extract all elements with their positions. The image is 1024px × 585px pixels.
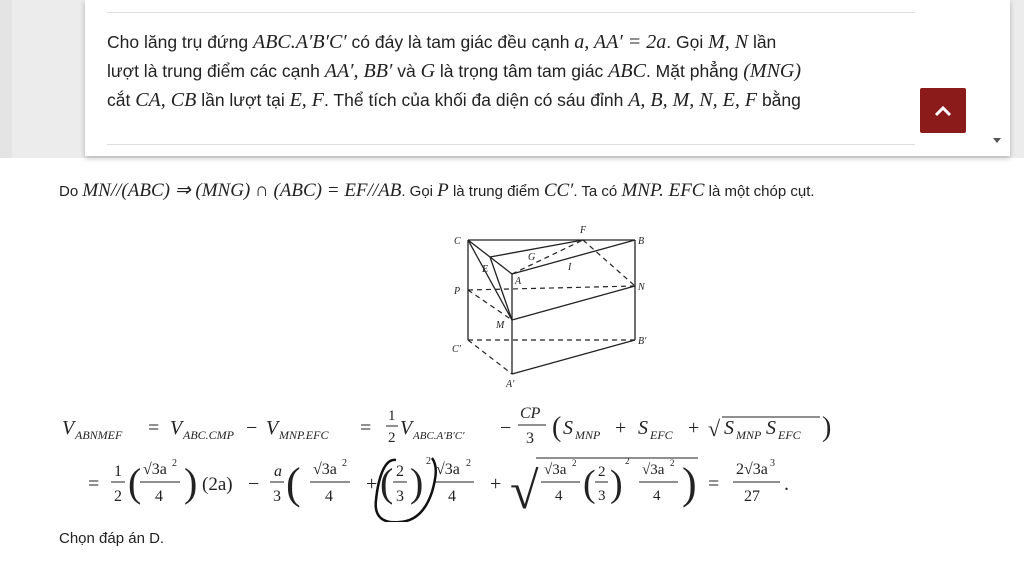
svg-text:2: 2 [114, 488, 122, 505]
svg-text:2: 2 [572, 458, 577, 468]
card-top-rule [107, 12, 915, 13]
svg-text:MNP.EFC: MNP.EFC [279, 428, 329, 442]
svg-text:√3a: √3a [436, 461, 460, 478]
svg-text:a: a [274, 463, 282, 480]
svg-text:2√3a: 2√3a [736, 461, 768, 478]
svg-text:3: 3 [273, 488, 281, 505]
question-text [107, 28, 907, 115]
question-text-part: bằng [757, 90, 801, 110]
prism-figure [440, 222, 660, 392]
svg-text:3: 3 [770, 458, 775, 469]
svg-text:=: = [88, 473, 100, 495]
svg-text:√3a: √3a [544, 462, 567, 478]
svg-text:V: V [266, 417, 279, 439]
svg-text:(: ( [286, 459, 301, 508]
svg-text:=: = [360, 417, 372, 439]
math-side: a, AA′ = 2a [574, 31, 667, 53]
svg-text:V: V [400, 417, 413, 439]
svg-text:2: 2 [598, 464, 606, 480]
svg-text:ABNMEF: ABNMEF [75, 428, 123, 442]
svg-text:MNP: MNP [575, 428, 601, 442]
svg-text:2: 2 [670, 458, 675, 468]
question-text-part: là trọng tâm tam giác [435, 61, 609, 81]
svg-text:S: S [563, 417, 573, 439]
svg-text:2: 2 [388, 430, 396, 446]
svg-text:(: ( [552, 412, 562, 443]
formula-line-2 [80, 452, 980, 522]
label-f: F [580, 225, 587, 236]
label-b-prime: B′ [638, 336, 647, 347]
svg-text:√3a: √3a [642, 462, 665, 478]
svg-text:): ) [410, 460, 424, 505]
question-text-part: . Gọi [666, 32, 709, 52]
svg-text:S: S [638, 417, 648, 439]
svg-text:V: V [170, 417, 183, 439]
svg-text:=: = [708, 473, 720, 495]
question-panel [0, 0, 1024, 158]
question-text-part: có đáy là tam giác đều cạnh [346, 32, 575, 52]
solution-math: CC′ [543, 180, 574, 201]
svg-text:(2a): (2a) [202, 474, 233, 495]
svg-text:EFC: EFC [778, 428, 801, 442]
svg-text:√3a: √3a [313, 461, 337, 478]
solution-text: Do [59, 183, 83, 200]
math-vertices: A, B, M, N, E, F [628, 89, 758, 111]
svg-text:+: + [366, 473, 378, 495]
solution-math: MN//(ABC) ⇒ (MNG) ∩ (ABC) = EF//AB [82, 180, 402, 201]
svg-text:+: + [688, 417, 700, 439]
scroll-to-top-button[interactable] [920, 88, 966, 133]
svg-text:(: ( [380, 460, 394, 505]
svg-text:27: 27 [744, 488, 760, 505]
svg-text:2: 2 [466, 458, 471, 469]
label-b: B [638, 236, 645, 247]
math-abc: ABC [608, 60, 646, 82]
svg-text:.: . [784, 473, 789, 495]
math-edges: AA′, BB′ [324, 60, 393, 82]
svg-text:2: 2 [396, 463, 404, 480]
svg-text:√: √ [510, 463, 539, 520]
label-i: I [568, 262, 572, 273]
svg-text:V: V [62, 417, 75, 439]
chevron-up-icon [934, 105, 952, 117]
solution-text: là trung điểm [448, 183, 544, 200]
svg-text:−: − [248, 473, 260, 495]
svg-text:1: 1 [114, 463, 122, 480]
label-a: A [515, 276, 522, 287]
label-e: E [482, 264, 489, 275]
question-text-part: và [392, 61, 421, 81]
svg-text:3: 3 [598, 488, 606, 504]
svg-text:2: 2 [426, 456, 431, 467]
solution-math: P [437, 180, 449, 201]
svg-text:=: = [148, 417, 160, 439]
label-g: G [528, 252, 536, 263]
question-card [85, 0, 1010, 156]
label-m: M [496, 320, 505, 331]
solution-line [59, 176, 979, 207]
math-ca-cb: CA, CB [135, 89, 197, 111]
answer-text: Chọn đáp án D. [59, 530, 165, 547]
svg-text:CP: CP [520, 405, 541, 422]
label-a-prime: A′ [506, 379, 515, 390]
svg-text:+: + [490, 473, 502, 495]
question-text-part: . Thể tích của khối đa diện có sáu đỉnh [324, 90, 629, 110]
svg-text:4: 4 [155, 488, 163, 505]
math-ef: E, F [289, 89, 325, 111]
solution-text: . Gọi [401, 183, 438, 200]
math-mn: M, N [708, 31, 749, 53]
svg-text:S: S [766, 417, 776, 439]
svg-text:−: − [246, 417, 258, 439]
svg-text:3: 3 [396, 488, 404, 505]
svg-text:(: ( [128, 460, 142, 505]
svg-text:EFC: EFC [650, 428, 673, 442]
svg-text:): ) [610, 463, 623, 505]
label-c: C [454, 236, 461, 247]
label-p: P [454, 286, 461, 297]
math-prism: ABC.A′B′C′ [252, 31, 347, 53]
math-g: G [420, 60, 436, 82]
card-bottom-rule [107, 144, 915, 145]
svg-text:+: + [615, 417, 627, 439]
label-c-prime: C′ [452, 344, 461, 355]
panel-shade [0, 0, 12, 158]
svg-text:MNP: MNP [736, 428, 762, 442]
svg-text:√: √ [708, 416, 721, 441]
svg-text:(: ( [583, 463, 596, 505]
math-mng: (MNG) [743, 60, 802, 82]
solution-text: là một chóp cụt. [704, 183, 815, 200]
svg-text:4: 4 [325, 488, 333, 505]
svg-text:4: 4 [448, 488, 456, 505]
svg-text:4: 4 [653, 488, 661, 504]
svg-text:3: 3 [526, 430, 534, 447]
formula-line-1 [60, 398, 960, 458]
svg-text:−: − [500, 417, 512, 439]
svg-text:4: 4 [555, 488, 563, 504]
svg-text:): ) [184, 460, 198, 505]
svg-text:2: 2 [625, 456, 630, 466]
svg-text:1: 1 [388, 408, 396, 424]
question-text-part: lượt là trung điểm các cạnh [107, 61, 325, 81]
solution-text: . Ta có [573, 183, 622, 200]
question-text-part: lần [748, 32, 777, 52]
question-text-part: lần lượt tại [196, 90, 290, 110]
question-text-part: . Mặt phẳng [645, 61, 744, 81]
svg-text:S: S [724, 417, 734, 439]
solution-math: MNP. EFC [621, 180, 705, 201]
svg-text:): ) [822, 412, 832, 443]
svg-text:2: 2 [172, 458, 177, 469]
svg-text:2: 2 [342, 458, 347, 469]
svg-text:ABC.CMP: ABC.CMP [183, 428, 234, 442]
question-text-part: Cho lăng trụ đứng [107, 32, 253, 52]
svg-text:√3a: √3a [143, 461, 167, 478]
scrollbar-down-arrow[interactable] [993, 138, 1001, 143]
svg-text:): ) [682, 459, 697, 508]
label-n: N [638, 282, 645, 293]
question-text-part: cắt [107, 90, 136, 110]
svg-text:ABC.A′B′C′: ABC.A′B′C′ [413, 430, 465, 442]
